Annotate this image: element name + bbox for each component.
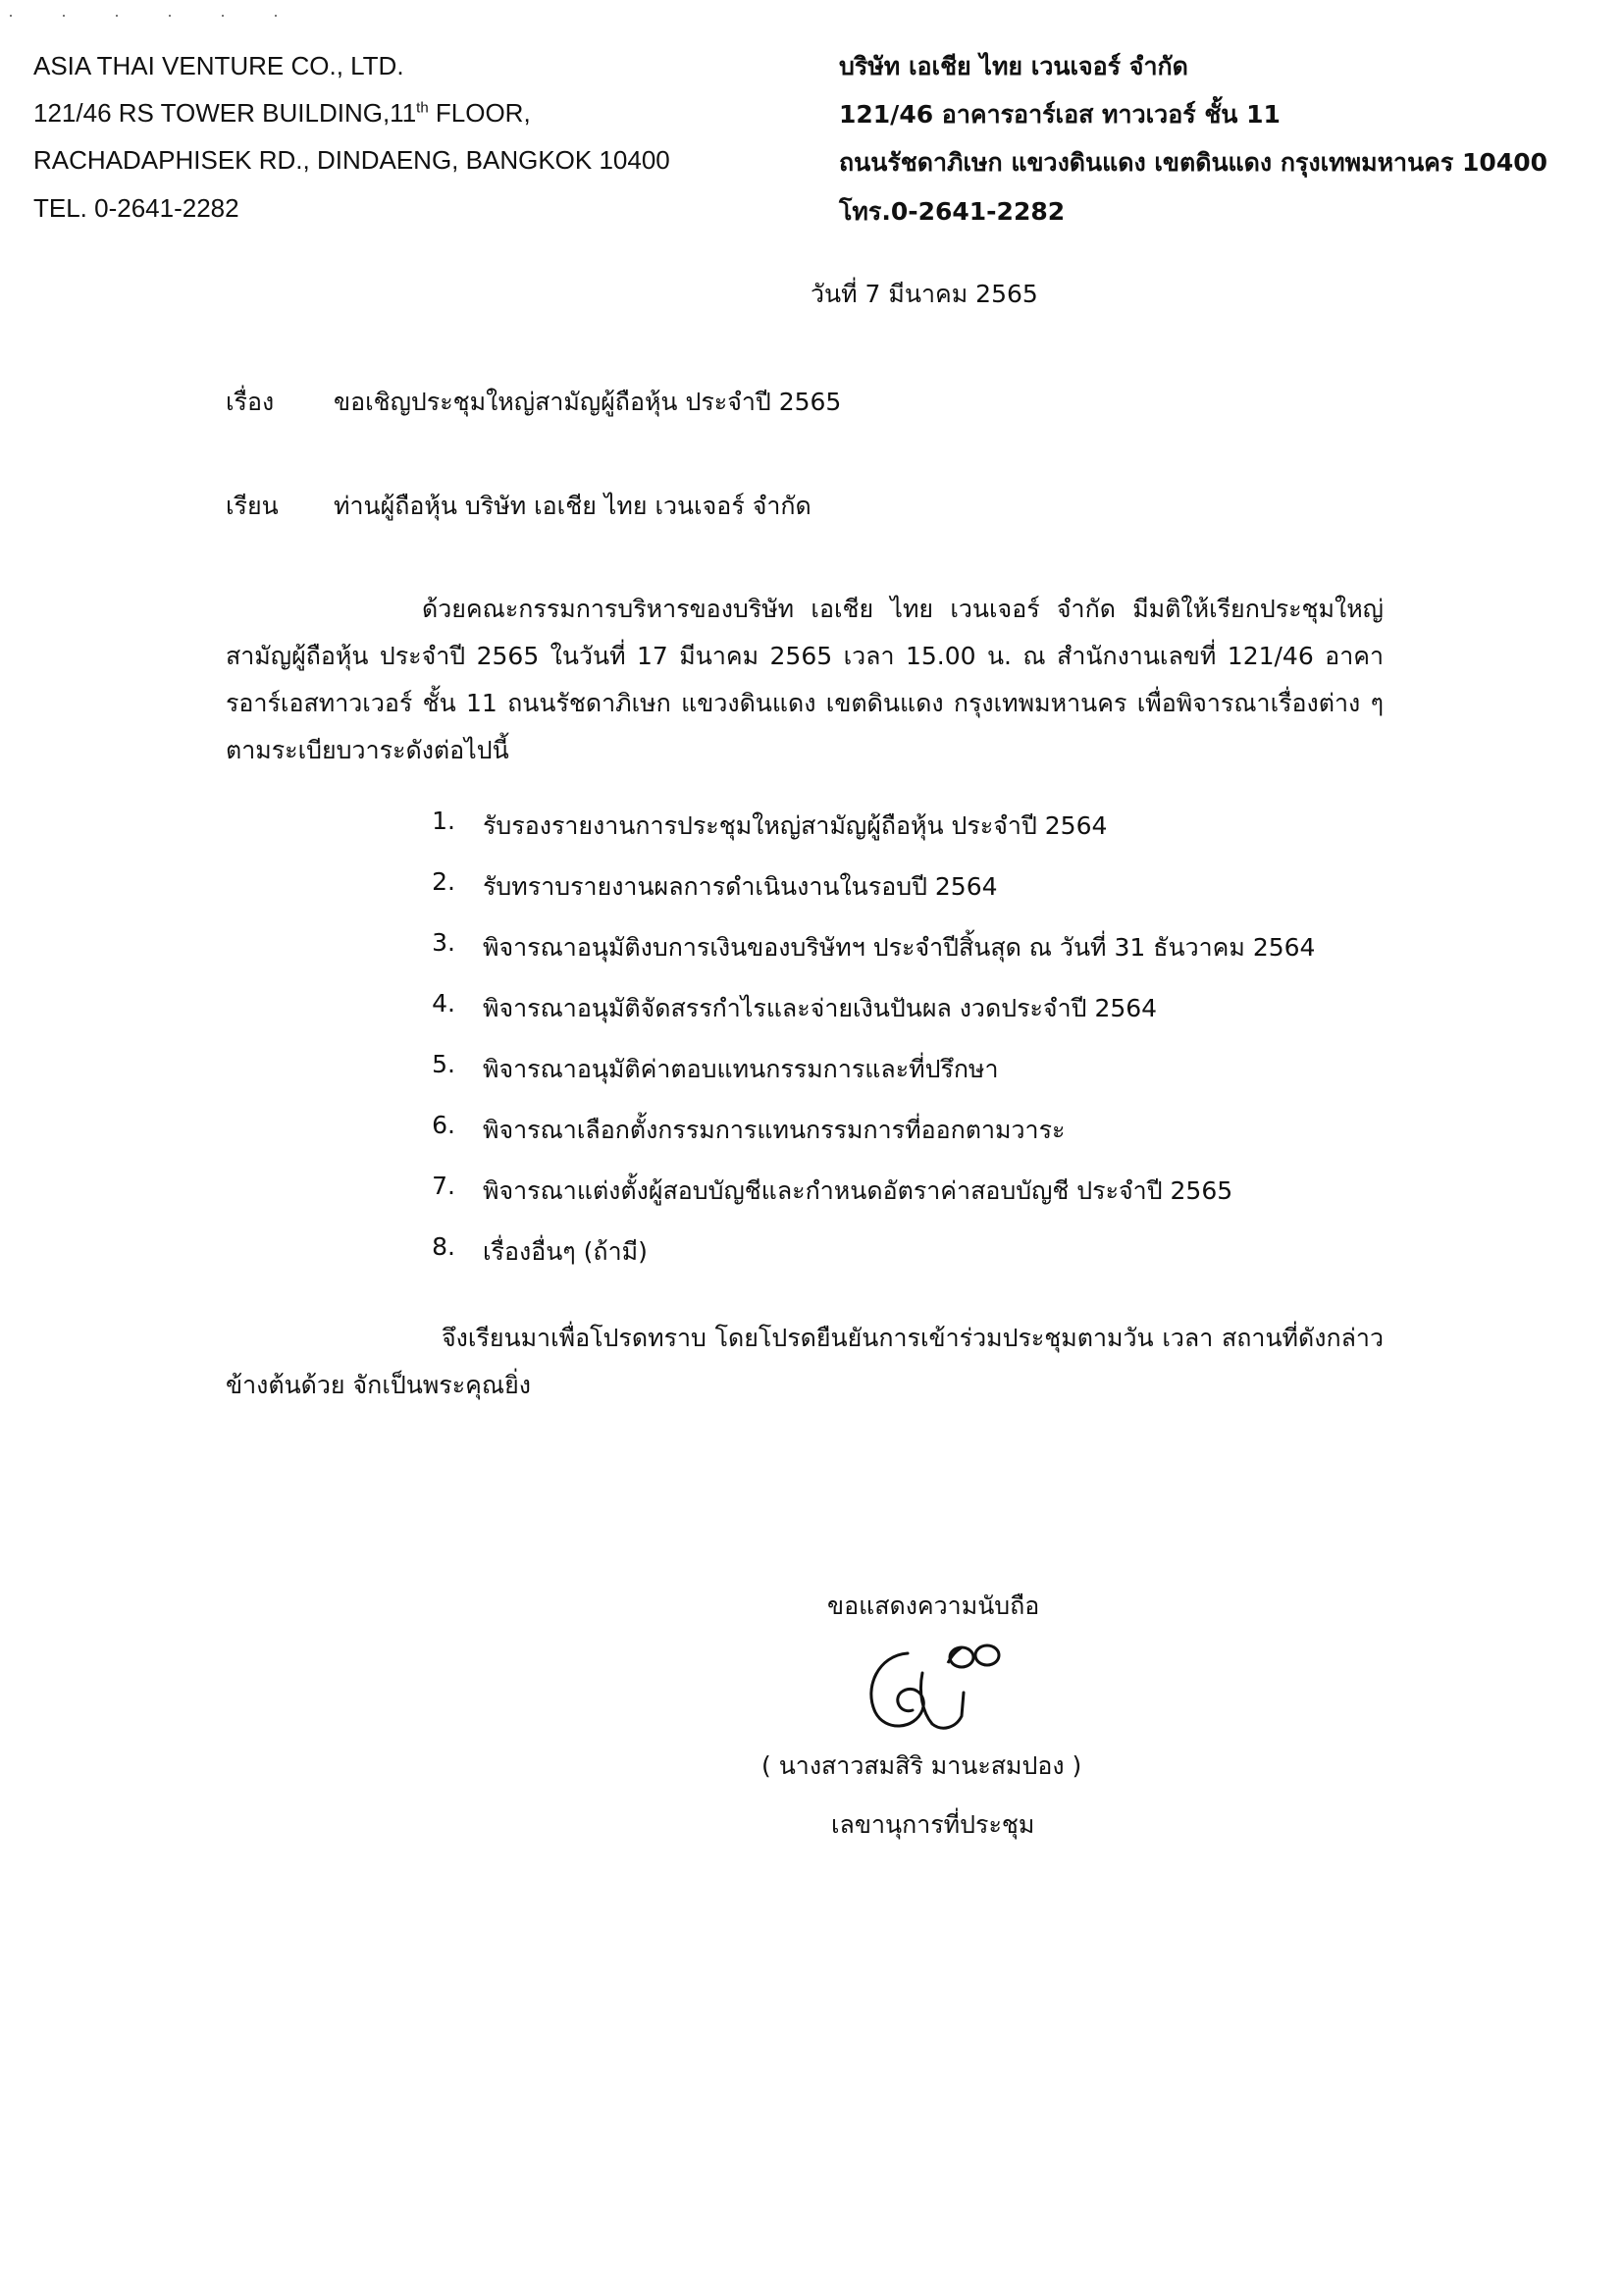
signatory-name: ( นางสาวสมสิริ มานะสมปอง ): [761, 1751, 1082, 1780]
letter-date: วันที่ 7 มีนาคม 2565: [811, 280, 1038, 308]
agenda-item-text: พิจารณาเลือกตั้งกรรมการแทนกรรมการที่ออกตามวาระ: [483, 1116, 1066, 1144]
agenda-item-text: รับทราบรายงานผลการดำเนินงานในรอบปี 2564: [483, 872, 998, 901]
tel-en: TEL. 0-2641-2282: [33, 193, 239, 223]
address-line1-th: 121/46 อาคารอาร์เอส ทาวเวอร์ ชั้น 11: [839, 100, 1281, 129]
agenda-item-text: พิจารณาแต่งตั้งผู้สอบบัญชีและกำหนดอัตราค่าสอบบัญชี ประจำปี 2565: [483, 1176, 1233, 1205]
recipient-text: ท่านผู้ถือหุ้น บริษัท เอเชีย ไทย เวนเจอร์ จำกัด: [334, 492, 812, 520]
subject-label: เรื่อง: [226, 388, 275, 416]
tel-th: โทร.0-2641-2282: [839, 197, 1066, 226]
agenda-item-number: 3.: [432, 928, 455, 957]
agenda-item-text: พิจารณาอนุมัติจัดสรรกำไรและจ่ายเงินปันผล งวดประจำปี 2564: [483, 994, 1158, 1022]
agenda-item-text: เรื่องอื่นๆ (ถ้ามี): [483, 1237, 648, 1266]
closing-paragraph: จึงเรียนมาเพื่อโปรดทราบ โดยโปรดยืนยันการเข้าร่วมประชุมตามวัน เวลา สถานที่ดังกล่าวข้างต้นด้วย จักเป็นพระคุณยิ่ง: [226, 1324, 1384, 1399]
handwritten-signature: [854, 1634, 1030, 1751]
subject-text: ขอเชิญประชุมใหญ่สามัญผู้ถือหุ้น ประจำปี 2565: [334, 388, 842, 416]
address-line1-en: 121/46 RS TOWER BUILDING,11th FLOOR,: [33, 98, 531, 128]
signatory-title: เลขานุการที่ประชุม: [831, 1810, 1035, 1839]
agenda-item-text: รับรองรายงานการประชุมใหญ่สามัญผู้ถือหุ้น ประจำปี 2564: [483, 811, 1108, 840]
agenda-item-number: 2.: [432, 867, 455, 896]
agenda-item-number: 8.: [432, 1232, 455, 1261]
address-line2-th: ถนนรัชดาภิเษก แขวงดินแดง เขตดินแดง กรุงเทพมหานคร 10400: [839, 148, 1548, 177]
agenda-item-number: 1.: [432, 807, 455, 835]
agenda-item-number: 6.: [432, 1111, 455, 1139]
scan-marks: [10, 2, 334, 14]
company-name-en: ASIA THAI VENTURE CO., LTD.: [33, 51, 404, 80]
company-name-th: บริษัท เอเชีย ไทย เวนเจอร์ จำกัด: [839, 52, 1188, 80]
agenda-item-text: พิจารณาอนุมัติค่าตอบแทนกรรมการและที่ปรึกษา: [483, 1055, 999, 1083]
address-line2-en: RACHADAPHISEK RD., DINDAENG, BANGKOK 10400: [33, 145, 670, 175]
recipient-label: เรียน: [226, 492, 279, 520]
sign-off: ขอแสดงความนับถือ: [827, 1592, 1040, 1620]
agenda-item-number: 7.: [432, 1172, 455, 1200]
agenda-item-text: พิจารณาอนุมัติงบการเงินของบริษัทฯ ประจำปีสิ้นสุด ณ วันที่ 31 ธันวาคม 2564: [483, 933, 1316, 962]
agenda-item-number: 5.: [432, 1050, 455, 1078]
agenda-item-number: 4.: [432, 989, 455, 1018]
intro-paragraph: ด้วยคณะกรรมการบริหารของบริษัท เอเชีย ไทย เวนเจอร์ จำกัด มีมติให้เรียกประชุมใหญ่สามัญผู้ถือหุ้น ประจำปี 2565 ในวันที่ 17 มีนาคม 2565 เวลา 15.00 น. ณ สำนักงานเลขที่ 121/46 อาคารอาร์เอสทาวเวอร์ ชั้น 11 ถนนรัชดาภิเษก แขวงดินแดง เขตดินแดง กรุงเทพมหานคร เพื่อพิจารณาเรื่องต่าง ๆ ตามระเบียบวาระดังต่อไปนี้: [226, 595, 1384, 764]
